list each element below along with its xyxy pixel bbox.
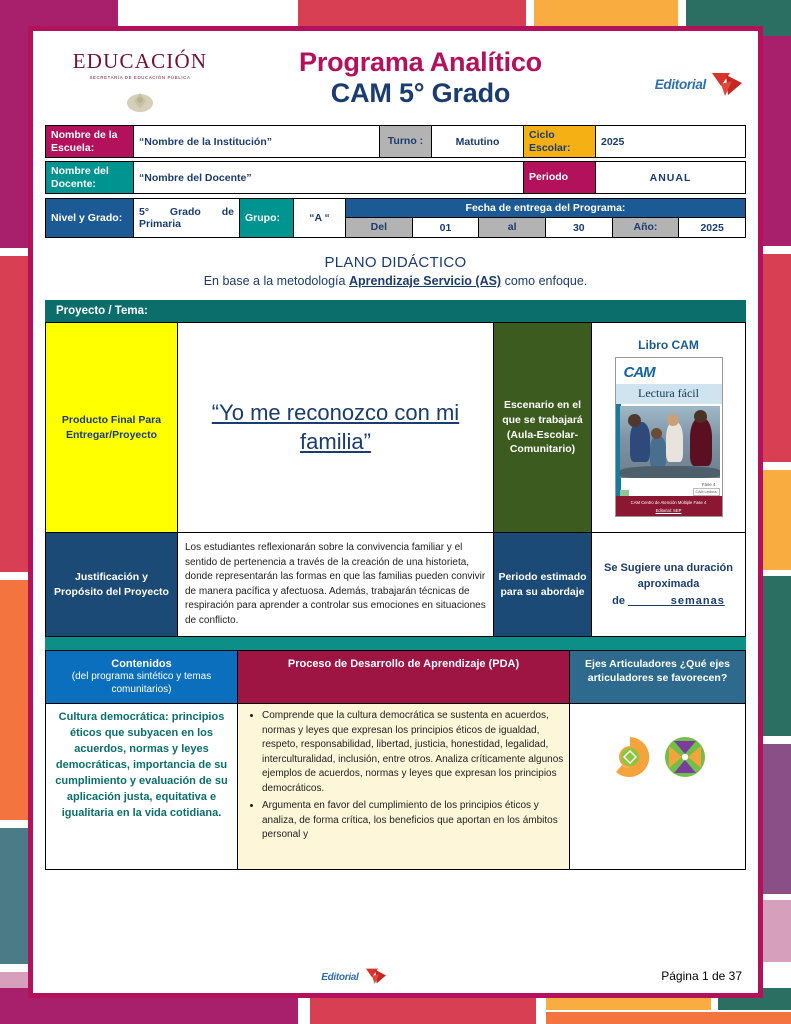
pda-header: Proceso de Desarrollo de Aprendizaje (PDA)	[238, 651, 570, 704]
ciclo-label: Ciclo Escolar:	[524, 126, 596, 158]
table-row	[46, 126, 746, 158]
plano-subtitle	[45, 274, 746, 288]
contenidos-table	[45, 650, 746, 870]
anio-value[interactable]: 2025	[679, 218, 746, 238]
editorial-label: Editorial	[654, 76, 706, 92]
turno-value[interactable]: Matutino	[432, 126, 524, 158]
sep-subtitle: SECRETARÍA DE EDUCACIÓN PÚBLICA	[89, 75, 191, 80]
libro-cam-label: Libro CAM	[638, 338, 699, 353]
editorial-md-logo	[606, 45, 746, 99]
al-label: al	[479, 218, 546, 238]
duracion-blank[interactable]: ______	[628, 594, 671, 607]
book-footer-line1: CAM Centro de Atención Múltiple Fase 4	[630, 500, 707, 506]
escuela-value[interactable]: “Nombre de la Institución”	[134, 126, 380, 158]
book-title: Lectura fácil	[638, 386, 699, 401]
justificacion-label: Justificación y Propósito del Proyecto	[46, 533, 178, 637]
md-arrow-icon	[708, 69, 746, 99]
footer-brand	[49, 966, 661, 986]
ciclo-value[interactable]: 2025	[596, 126, 746, 158]
al-value[interactable]: 30	[545, 218, 612, 238]
pda-list-cell[interactable]	[238, 704, 570, 870]
book-footer-line2: Editorial: SEP	[655, 508, 682, 514]
table-row	[46, 323, 746, 533]
periodo-value[interactable]: ANUAL	[596, 162, 746, 194]
book-photo	[620, 406, 720, 478]
grupo-value[interactable]: “A “	[294, 198, 346, 237]
book-cam-logo: CAM	[623, 364, 655, 382]
plano-sub-post: como enfoque.	[501, 274, 588, 289]
school-info-table	[45, 125, 746, 198]
duracion-pre: Se Sugiere una duración aproximada	[604, 561, 733, 591]
grade-info-table	[45, 198, 746, 238]
mexico-eagle-icon	[120, 87, 160, 117]
nivel-label: Nivel y Grado:	[46, 198, 134, 237]
project-table	[45, 322, 746, 637]
duracion-post: semanas	[670, 594, 725, 607]
eje-inclusion-icon	[607, 734, 653, 780]
plano-sub-pre: En base a la metodología	[203, 274, 349, 289]
page-title-line1: Programa Analítico	[299, 47, 542, 77]
producto-title: “Yo me reconozco con mi familia”	[211, 399, 460, 454]
teal-divider	[45, 637, 746, 650]
duracion-de: de	[612, 594, 629, 607]
grupo-label: Grupo:	[240, 198, 294, 237]
docente-label: Nombre del Docente:	[46, 162, 134, 194]
contenidos-header-title: Contenidos	[111, 658, 172, 671]
document-header	[45, 39, 746, 125]
table-row	[46, 162, 746, 194]
plano-title: PLANO DIDÁCTICO	[324, 254, 467, 272]
plano-sub-link[interactable]: Aprendizaje Servicio (AS)	[348, 274, 502, 289]
proyecto-tema-bar: Proyecto / Tema:	[45, 300, 746, 322]
table-row	[46, 704, 746, 870]
list-item: • Argumenta en favor del cumplimiento de los principios éticos y analiza, de forma crítica, los beneficios que aportan en los ámbitos personal y	[262, 799, 564, 843]
table-row	[46, 651, 746, 704]
periodo-estimado-label: Periodo estimado para su abordaje	[494, 533, 592, 637]
md-arrow-icon	[363, 966, 389, 986]
ejes-header: Ejes Articuladores ¿Qué ejes articuladores se favorecen?	[570, 651, 746, 704]
eje-pensamiento-critico-icon	[662, 734, 708, 780]
turno-label: Turno :	[380, 126, 432, 158]
ejes-icons-cell	[570, 704, 746, 870]
header-titles	[235, 45, 606, 110]
docente-value[interactable]: “Nombre del Docente”	[134, 162, 524, 194]
escenario-label: Escenario en el que se trabajará (Aula-Escolar-Comunitario)	[494, 323, 592, 533]
book-tag: CAM Lectura	[693, 488, 720, 496]
table-row	[46, 198, 746, 218]
plano-didactico-section	[45, 254, 746, 288]
producto-title-cell[interactable]	[178, 323, 494, 533]
book-fase: Fase 4	[701, 482, 716, 488]
del-label: Del	[346, 218, 413, 238]
book-footer-band	[616, 496, 722, 516]
table-row	[46, 533, 746, 637]
deco-block	[546, 1012, 791, 1024]
periodo-label: Periodo	[524, 162, 596, 194]
page-number: Página 1 de 37	[661, 969, 742, 983]
list-item: • Comprende que la cultura democrática se sustenta en acuerdos, normas y leyes que expresan los principios éticos de igualdad, respeto, responsabilidad, libertad, justicia, honestidad, legalidad, interculturalidad, inclusión, entre otros. Analiza críticamente algunos ejemplos de acuerdos, normas y leyes que expresan los principios democráticos.	[262, 709, 564, 796]
sep-logo	[45, 45, 235, 122]
justificacion-text[interactable]: Los estudiantes reflexionarán sobre la convivencia familiar y el sentido de pertenencia a través de la creación de una historieta, donde representarán las formas en que las familias pueden convivir de manera pacífica y afectuosa. Además, trabajarán técnicas de respiración para aprender a controlar sus emociones en situaciones de conflicto.	[178, 533, 494, 637]
pda-list	[240, 709, 564, 843]
contenidos-header	[46, 651, 238, 704]
contenidos-header-sub: (del programa sintético y temas comunitarios)	[71, 671, 212, 696]
footer-editorial-label: Editorial	[321, 972, 359, 984]
page-title-line2: CAM 5° Grado	[330, 77, 511, 108]
anio-label: Año:	[612, 218, 679, 238]
page-footer	[33, 963, 758, 989]
libro-cam-cell	[592, 323, 746, 533]
nivel-value[interactable]: 5° Grado de Primaria	[134, 198, 240, 237]
fecha-label: Fecha de entrega del Programa:	[346, 198, 746, 218]
book-cover-image	[615, 357, 723, 517]
duracion-cell[interactable]	[592, 533, 746, 637]
del-value[interactable]: 01	[412, 218, 479, 238]
educacion-wordmark: EDUCACIÓN	[72, 49, 208, 73]
contenido-text[interactable]: Cultura democrática: principios éticos que subyacen en los acuerdos, normas y leyes democráticas, importancia de su cumplimiento y evaluación de su aplicación justa, equitativa e igualitaria en la vida cotidiana.	[46, 704, 238, 870]
producto-final-label: Producto Final Para Entregar/Proyecto	[46, 323, 178, 533]
page-card	[28, 26, 763, 998]
escuela-label: Nombre de la Escuela:	[46, 126, 134, 158]
